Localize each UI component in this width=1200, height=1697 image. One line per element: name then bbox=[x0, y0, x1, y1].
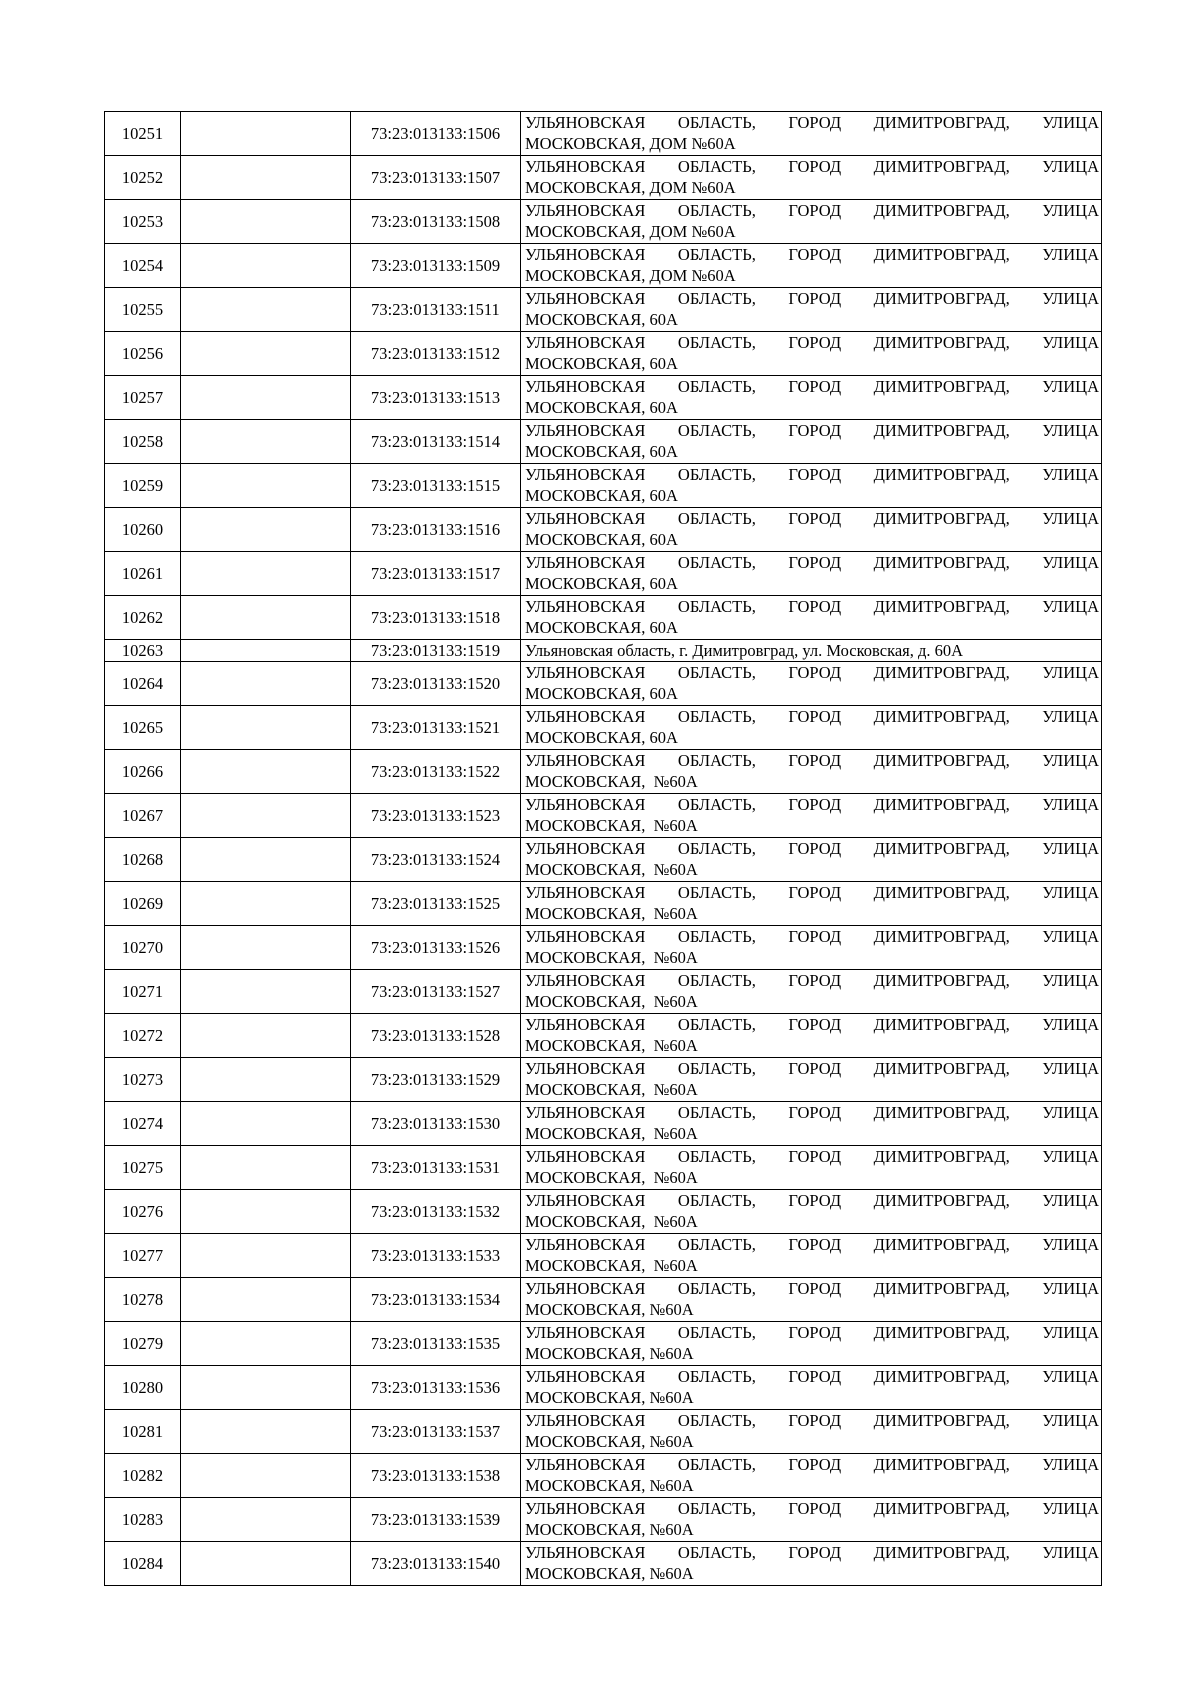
address-cell bbox=[521, 1058, 1102, 1102]
cadastral-number-cell: 73:23:013133:1537 bbox=[351, 1410, 521, 1454]
row-number-cell: 10272 bbox=[105, 1014, 181, 1058]
row-number-cell: 10271 bbox=[105, 970, 181, 1014]
address-cell bbox=[521, 1146, 1102, 1190]
empty-cell bbox=[181, 1234, 351, 1278]
address-line-1: УЛЬЯНОВСКАЯ ОБЛАСТЬ, ГОРОД ДИМИТРОВГРАД, УЛИЦА bbox=[525, 289, 1099, 308]
empty-cell bbox=[181, 1278, 351, 1322]
address-cell bbox=[521, 156, 1102, 200]
cadastral-number-cell: 73:23:013133:1517 bbox=[351, 552, 521, 596]
empty-cell bbox=[181, 112, 351, 156]
cadastral-number-cell: 73:23:013133:1532 bbox=[351, 1190, 521, 1234]
table-row bbox=[105, 1542, 1102, 1586]
address-cell: Ульяновская область, г. Димитровград, ул. Московская, д. 60А bbox=[521, 640, 1102, 662]
row-number-cell: 10269 bbox=[105, 882, 181, 926]
row-number-cell: 10267 bbox=[105, 794, 181, 838]
address-line-2: МОСКОВСКАЯ, №60А bbox=[525, 1344, 694, 1363]
address-line-1: УЛЬЯНОВСКАЯ ОБЛАСТЬ, ГОРОД ДИМИТРОВГРАД, УЛИЦА bbox=[525, 113, 1099, 132]
address-line-2: МОСКОВСКАЯ, №60А bbox=[525, 904, 698, 923]
empty-cell bbox=[181, 376, 351, 420]
table-row bbox=[105, 464, 1102, 508]
table-row bbox=[105, 750, 1102, 794]
address-line-1: УЛЬЯНОВСКАЯ ОБЛАСТЬ, ГОРОД ДИМИТРОВГРАД, УЛИЦА bbox=[525, 333, 1099, 352]
address-line-1: УЛЬЯНОВСКАЯ ОБЛАСТЬ, ГОРОД ДИМИТРОВГРАД, УЛИЦА bbox=[525, 1191, 1099, 1210]
empty-cell bbox=[181, 926, 351, 970]
address-cell bbox=[521, 706, 1102, 750]
row-number-cell: 10253 bbox=[105, 200, 181, 244]
registry-table bbox=[104, 111, 1102, 1586]
empty-cell bbox=[181, 1190, 351, 1234]
table-row bbox=[105, 838, 1102, 882]
cadastral-number-cell: 73:23:013133:1508 bbox=[351, 200, 521, 244]
address-line-2: МОСКОВСКАЯ, №60А bbox=[525, 992, 698, 1011]
empty-cell bbox=[181, 882, 351, 926]
empty-cell bbox=[181, 596, 351, 640]
cadastral-number-cell: 73:23:013133:1526 bbox=[351, 926, 521, 970]
address-line-2: МОСКОВСКАЯ, №60А bbox=[525, 816, 698, 835]
cadastral-number-cell: 73:23:013133:1521 bbox=[351, 706, 521, 750]
empty-cell bbox=[181, 156, 351, 200]
table-row bbox=[105, 332, 1102, 376]
row-number-cell: 10280 bbox=[105, 1366, 181, 1410]
empty-cell bbox=[181, 1410, 351, 1454]
empty-cell bbox=[181, 552, 351, 596]
empty-cell bbox=[181, 1146, 351, 1190]
address-line-1: УЛЬЯНОВСКАЯ ОБЛАСТЬ, ГОРОД ДИМИТРОВГРАД, УЛИЦА bbox=[525, 1147, 1099, 1166]
empty-cell bbox=[181, 288, 351, 332]
address-cell bbox=[521, 508, 1102, 552]
address-cell bbox=[521, 200, 1102, 244]
empty-cell bbox=[181, 332, 351, 376]
address-line-1: УЛЬЯНОВСКАЯ ОБЛАСТЬ, ГОРОД ДИМИТРОВГРАД, УЛИЦА bbox=[525, 377, 1099, 396]
table-row bbox=[105, 1454, 1102, 1498]
address-line-1: УЛЬЯНОВСКАЯ ОБЛАСТЬ, ГОРОД ДИМИТРОВГРАД, УЛИЦА bbox=[525, 839, 1099, 858]
address-cell bbox=[521, 596, 1102, 640]
address-line-1: УЛЬЯНОВСКАЯ ОБЛАСТЬ, ГОРОД ДИМИТРОВГРАД, УЛИЦА bbox=[525, 1411, 1099, 1430]
cadastral-number-cell: 73:23:013133:1534 bbox=[351, 1278, 521, 1322]
table-row bbox=[105, 1278, 1102, 1322]
row-number-cell: 10261 bbox=[105, 552, 181, 596]
address-line-2: МОСКОВСКАЯ, 60А bbox=[525, 574, 678, 593]
address-cell bbox=[521, 1410, 1102, 1454]
cadastral-number-cell: 73:23:013133:1511 bbox=[351, 288, 521, 332]
cadastral-number-cell: 73:23:013133:1520 bbox=[351, 662, 521, 706]
empty-cell bbox=[181, 1542, 351, 1586]
address-line-2: МОСКОВСКАЯ, №60А bbox=[525, 1256, 698, 1275]
empty-cell bbox=[181, 838, 351, 882]
address-line-2: МОСКОВСКАЯ, ДОМ №60А bbox=[525, 266, 736, 285]
address-cell bbox=[521, 1542, 1102, 1586]
row-number-cell: 10263 bbox=[105, 640, 181, 662]
address-line-1: УЛЬЯНОВСКАЯ ОБЛАСТЬ, ГОРОД ДИМИТРОВГРАД, УЛИЦА bbox=[525, 1235, 1099, 1254]
row-number-cell: 10278 bbox=[105, 1278, 181, 1322]
address-line-2: МОСКОВСКАЯ, №60А bbox=[525, 1388, 694, 1407]
table-row bbox=[105, 200, 1102, 244]
address-cell bbox=[521, 662, 1102, 706]
table-row bbox=[105, 1058, 1102, 1102]
address-cell bbox=[521, 882, 1102, 926]
table-row bbox=[105, 552, 1102, 596]
address-line-1: УЛЬЯНОВСКАЯ ОБЛАСТЬ, ГОРОД ДИМИТРОВГРАД, УЛИЦА bbox=[525, 1499, 1099, 1518]
address-line-1: УЛЬЯНОВСКАЯ ОБЛАСТЬ, ГОРОД ДИМИТРОВГРАД, УЛИЦА bbox=[525, 1323, 1099, 1342]
row-number-cell: 10262 bbox=[105, 596, 181, 640]
address-cell bbox=[521, 750, 1102, 794]
address-line-1: УЛЬЯНОВСКАЯ ОБЛАСТЬ, ГОРОД ДИМИТРОВГРАД, УЛИЦА bbox=[525, 1103, 1099, 1122]
empty-cell bbox=[181, 1014, 351, 1058]
cadastral-number-cell: 73:23:013133:1509 bbox=[351, 244, 521, 288]
address-line-2: МОСКОВСКАЯ, №60А bbox=[525, 1432, 694, 1451]
row-number-cell: 10257 bbox=[105, 376, 181, 420]
cadastral-number-cell: 73:23:013133:1527 bbox=[351, 970, 521, 1014]
address-cell bbox=[521, 926, 1102, 970]
row-number-cell: 10268 bbox=[105, 838, 181, 882]
table-row bbox=[105, 1102, 1102, 1146]
address-line-2: МОСКОВСКАЯ, №60А bbox=[525, 948, 698, 967]
cadastral-number-cell: 73:23:013133:1512 bbox=[351, 332, 521, 376]
table-row bbox=[105, 420, 1102, 464]
table-row bbox=[105, 1146, 1102, 1190]
row-number-cell: 10264 bbox=[105, 662, 181, 706]
cadastral-number-cell: 73:23:013133:1540 bbox=[351, 1542, 521, 1586]
table-row bbox=[105, 794, 1102, 838]
cadastral-number-cell: 73:23:013133:1519 bbox=[351, 640, 521, 662]
address-line-2: МОСКОВСКАЯ, №60А bbox=[525, 1300, 694, 1319]
row-number-cell: 10252 bbox=[105, 156, 181, 200]
row-number-cell: 10284 bbox=[105, 1542, 181, 1586]
cadastral-number-cell: 73:23:013133:1518 bbox=[351, 596, 521, 640]
address-line-1: УЛЬЯНОВСКАЯ ОБЛАСТЬ, ГОРОД ДИМИТРОВГРАД, УЛИЦА bbox=[525, 1279, 1099, 1298]
row-number-cell: 10279 bbox=[105, 1322, 181, 1366]
row-number-cell: 10266 bbox=[105, 750, 181, 794]
table-row bbox=[105, 112, 1102, 156]
address-line-1: УЛЬЯНОВСКАЯ ОБЛАСТЬ, ГОРОД ДИМИТРОВГРАД, УЛИЦА bbox=[525, 663, 1099, 682]
address-cell bbox=[521, 332, 1102, 376]
address-cell bbox=[521, 464, 1102, 508]
empty-cell bbox=[181, 1366, 351, 1410]
cadastral-number-cell: 73:23:013133:1539 bbox=[351, 1498, 521, 1542]
empty-cell bbox=[181, 1058, 351, 1102]
row-number-cell: 10276 bbox=[105, 1190, 181, 1234]
empty-cell bbox=[181, 1454, 351, 1498]
address-cell bbox=[521, 794, 1102, 838]
cadastral-number-cell: 73:23:013133:1529 bbox=[351, 1058, 521, 1102]
address-cell bbox=[521, 970, 1102, 1014]
empty-cell bbox=[181, 200, 351, 244]
table-row bbox=[105, 156, 1102, 200]
cadastral-number-cell: 73:23:013133:1506 bbox=[351, 112, 521, 156]
address-line-2: МОСКОВСКАЯ, 60А bbox=[525, 618, 678, 637]
table-row bbox=[105, 288, 1102, 332]
cadastral-number-cell: 73:23:013133:1514 bbox=[351, 420, 521, 464]
address-line-1: УЛЬЯНОВСКАЯ ОБЛАСТЬ, ГОРОД ДИМИТРОВГРАД, УЛИЦА bbox=[525, 751, 1099, 770]
table-row bbox=[105, 1014, 1102, 1058]
cadastral-number-cell: 73:23:013133:1538 bbox=[351, 1454, 521, 1498]
address-cell bbox=[521, 552, 1102, 596]
row-number-cell: 10265 bbox=[105, 706, 181, 750]
address-line-1: УЛЬЯНОВСКАЯ ОБЛАСТЬ, ГОРОД ДИМИТРОВГРАД, УЛИЦА bbox=[525, 707, 1099, 726]
empty-cell bbox=[181, 420, 351, 464]
address-line-2: МОСКОВСКАЯ, 60А bbox=[525, 310, 678, 329]
address-cell bbox=[521, 376, 1102, 420]
address-line-2: МОСКОВСКАЯ, №60А bbox=[525, 772, 698, 791]
table-row bbox=[105, 926, 1102, 970]
cadastral-number-cell: 73:23:013133:1533 bbox=[351, 1234, 521, 1278]
row-number-cell: 10283 bbox=[105, 1498, 181, 1542]
empty-cell bbox=[181, 970, 351, 1014]
address-line-2: МОСКОВСКАЯ, 60А bbox=[525, 486, 678, 505]
cadastral-number-cell: 73:23:013133:1536 bbox=[351, 1366, 521, 1410]
row-number-cell: 10255 bbox=[105, 288, 181, 332]
address-line-2: МОСКОВСКАЯ, №60А bbox=[525, 1212, 698, 1231]
address-cell bbox=[521, 288, 1102, 332]
address-cell bbox=[521, 1366, 1102, 1410]
row-number-cell: 10275 bbox=[105, 1146, 181, 1190]
address-line-2: МОСКОВСКАЯ, 60А bbox=[525, 442, 678, 461]
empty-cell bbox=[181, 640, 351, 662]
empty-cell bbox=[181, 1498, 351, 1542]
address-line-1: УЛЬЯНОВСКАЯ ОБЛАСТЬ, ГОРОД ДИМИТРОВГРАД, УЛИЦА bbox=[525, 1543, 1099, 1562]
address-cell bbox=[521, 112, 1102, 156]
row-number-cell: 10256 bbox=[105, 332, 181, 376]
address-line-1: УЛЬЯНОВСКАЯ ОБЛАСТЬ, ГОРОД ДИМИТРОВГРАД, УЛИЦА bbox=[525, 553, 1099, 572]
row-number-cell: 10277 bbox=[105, 1234, 181, 1278]
row-number-cell: 10281 bbox=[105, 1410, 181, 1454]
cadastral-number-cell: 73:23:013133:1516 bbox=[351, 508, 521, 552]
cadastral-number-cell: 73:23:013133:1530 bbox=[351, 1102, 521, 1146]
table-row bbox=[105, 1366, 1102, 1410]
empty-cell bbox=[181, 662, 351, 706]
table-row bbox=[105, 882, 1102, 926]
row-number-cell: 10251 bbox=[105, 112, 181, 156]
address-cell bbox=[521, 1454, 1102, 1498]
row-number-cell: 10254 bbox=[105, 244, 181, 288]
empty-cell bbox=[181, 1102, 351, 1146]
address-line-1: УЛЬЯНОВСКАЯ ОБЛАСТЬ, ГОРОД ДИМИТРОВГРАД, УЛИЦА bbox=[525, 971, 1099, 990]
registry-table-body bbox=[105, 112, 1102, 1586]
empty-cell bbox=[181, 706, 351, 750]
address-line-2: МОСКОВСКАЯ, №60А bbox=[525, 1520, 694, 1539]
address-cell bbox=[521, 1322, 1102, 1366]
empty-cell bbox=[181, 794, 351, 838]
empty-cell bbox=[181, 244, 351, 288]
row-number-cell: 10270 bbox=[105, 926, 181, 970]
table-row bbox=[105, 1322, 1102, 1366]
address-line-2: МОСКОВСКАЯ, ДОМ №60А bbox=[525, 178, 736, 197]
table-row bbox=[105, 640, 1102, 662]
table-row bbox=[105, 662, 1102, 706]
address-line-2: МОСКОВСКАЯ, №60А bbox=[525, 1080, 698, 1099]
row-number-cell: 10258 bbox=[105, 420, 181, 464]
address-cell bbox=[521, 838, 1102, 882]
cadastral-number-cell: 73:23:013133:1528 bbox=[351, 1014, 521, 1058]
empty-cell bbox=[181, 1322, 351, 1366]
address-line-1: УЛЬЯНОВСКАЯ ОБЛАСТЬ, ГОРОД ДИМИТРОВГРАД, УЛИЦА bbox=[525, 421, 1099, 440]
row-number-cell: 10259 bbox=[105, 464, 181, 508]
address-cell bbox=[521, 1014, 1102, 1058]
table-row bbox=[105, 1498, 1102, 1542]
address-line-1: УЛЬЯНОВСКАЯ ОБЛАСТЬ, ГОРОД ДИМИТРОВГРАД, УЛИЦА bbox=[525, 1367, 1099, 1386]
address-line-2: МОСКОВСКАЯ, №60А bbox=[525, 1476, 694, 1495]
address-line-2: МОСКОВСКАЯ, ДОМ №60А bbox=[525, 134, 736, 153]
cadastral-number-cell: 73:23:013133:1523 bbox=[351, 794, 521, 838]
address-cell bbox=[521, 1234, 1102, 1278]
address-line-1: УЛЬЯНОВСКАЯ ОБЛАСТЬ, ГОРОД ДИМИТРОВГРАД, УЛИЦА bbox=[525, 597, 1099, 616]
address-line-1: УЛЬЯНОВСКАЯ ОБЛАСТЬ, ГОРОД ДИМИТРОВГРАД, УЛИЦА bbox=[525, 1015, 1099, 1034]
address-line-2: МОСКОВСКАЯ, №60А bbox=[525, 1036, 698, 1055]
table-row bbox=[105, 596, 1102, 640]
cadastral-number-cell: 73:23:013133:1525 bbox=[351, 882, 521, 926]
address-line-1: УЛЬЯНОВСКАЯ ОБЛАСТЬ, ГОРОД ДИМИТРОВГРАД, УЛИЦА bbox=[525, 201, 1099, 220]
cadastral-number-cell: 73:23:013133:1513 bbox=[351, 376, 521, 420]
cadastral-number-cell: 73:23:013133:1515 bbox=[351, 464, 521, 508]
address-cell bbox=[521, 244, 1102, 288]
address-line-2: МОСКОВСКАЯ, 60А bbox=[525, 354, 678, 373]
row-number-cell: 10273 bbox=[105, 1058, 181, 1102]
address-line-1: УЛЬЯНОВСКАЯ ОБЛАСТЬ, ГОРОД ДИМИТРОВГРАД, УЛИЦА bbox=[525, 927, 1099, 946]
address-line-1: УЛЬЯНОВСКАЯ ОБЛАСТЬ, ГОРОД ДИМИТРОВГРАД, УЛИЦА bbox=[525, 245, 1099, 264]
address-line-1: УЛЬЯНОВСКАЯ ОБЛАСТЬ, ГОРОД ДИМИТРОВГРАД, УЛИЦА bbox=[525, 795, 1099, 814]
table-row bbox=[105, 1190, 1102, 1234]
address-line-2: МОСКОВСКАЯ, 60А bbox=[525, 530, 678, 549]
address-line-2: МОСКОВСКАЯ, №60А bbox=[525, 1564, 694, 1583]
address-line-1: УЛЬЯНОВСКАЯ ОБЛАСТЬ, ГОРОД ДИМИТРОВГРАД, УЛИЦА bbox=[525, 1455, 1099, 1474]
address-line-2: МОСКОВСКАЯ, 60А bbox=[525, 398, 678, 417]
address-line-2: МОСКОВСКАЯ, №60А bbox=[525, 860, 698, 879]
table-row bbox=[105, 970, 1102, 1014]
address-line-2: МОСКОВСКАЯ, №60А bbox=[525, 1168, 698, 1187]
cadastral-number-cell: 73:23:013133:1535 bbox=[351, 1322, 521, 1366]
address-line-1: УЛЬЯНОВСКАЯ ОБЛАСТЬ, ГОРОД ДИМИТРОВГРАД, УЛИЦА bbox=[525, 157, 1099, 176]
address-cell bbox=[521, 1278, 1102, 1322]
address-cell bbox=[521, 420, 1102, 464]
row-number-cell: 10274 bbox=[105, 1102, 181, 1146]
address-line-2: МОСКОВСКАЯ, 60А bbox=[525, 684, 678, 703]
table-row bbox=[105, 1410, 1102, 1454]
address-cell bbox=[521, 1190, 1102, 1234]
address-line-1: УЛЬЯНОВСКАЯ ОБЛАСТЬ, ГОРОД ДИМИТРОВГРАД, УЛИЦА bbox=[525, 509, 1099, 528]
empty-cell bbox=[181, 464, 351, 508]
address-line-2: МОСКОВСКАЯ, 60А bbox=[525, 728, 678, 747]
cadastral-number-cell: 73:23:013133:1531 bbox=[351, 1146, 521, 1190]
table-row bbox=[105, 1234, 1102, 1278]
row-number-cell: 10282 bbox=[105, 1454, 181, 1498]
address-cell bbox=[521, 1498, 1102, 1542]
address-line-1: УЛЬЯНОВСКАЯ ОБЛАСТЬ, ГОРОД ДИМИТРОВГРАД, УЛИЦА bbox=[525, 465, 1099, 484]
row-number-cell: 10260 bbox=[105, 508, 181, 552]
cadastral-number-cell: 73:23:013133:1524 bbox=[351, 838, 521, 882]
address-cell bbox=[521, 1102, 1102, 1146]
empty-cell bbox=[181, 750, 351, 794]
table-row bbox=[105, 508, 1102, 552]
address-line-1: УЛЬЯНОВСКАЯ ОБЛАСТЬ, ГОРОД ДИМИТРОВГРАД, УЛИЦА bbox=[525, 1059, 1099, 1078]
address-line-1: УЛЬЯНОВСКАЯ ОБЛАСТЬ, ГОРОД ДИМИТРОВГРАД, УЛИЦА bbox=[525, 883, 1099, 902]
empty-cell bbox=[181, 508, 351, 552]
table-row bbox=[105, 706, 1102, 750]
table-row bbox=[105, 376, 1102, 420]
address-line-2: МОСКОВСКАЯ, ДОМ №60А bbox=[525, 222, 736, 241]
cadastral-number-cell: 73:23:013133:1522 bbox=[351, 750, 521, 794]
cadastral-number-cell: 73:23:013133:1507 bbox=[351, 156, 521, 200]
address-line-2: МОСКОВСКАЯ, №60А bbox=[525, 1124, 698, 1143]
table-row bbox=[105, 244, 1102, 288]
